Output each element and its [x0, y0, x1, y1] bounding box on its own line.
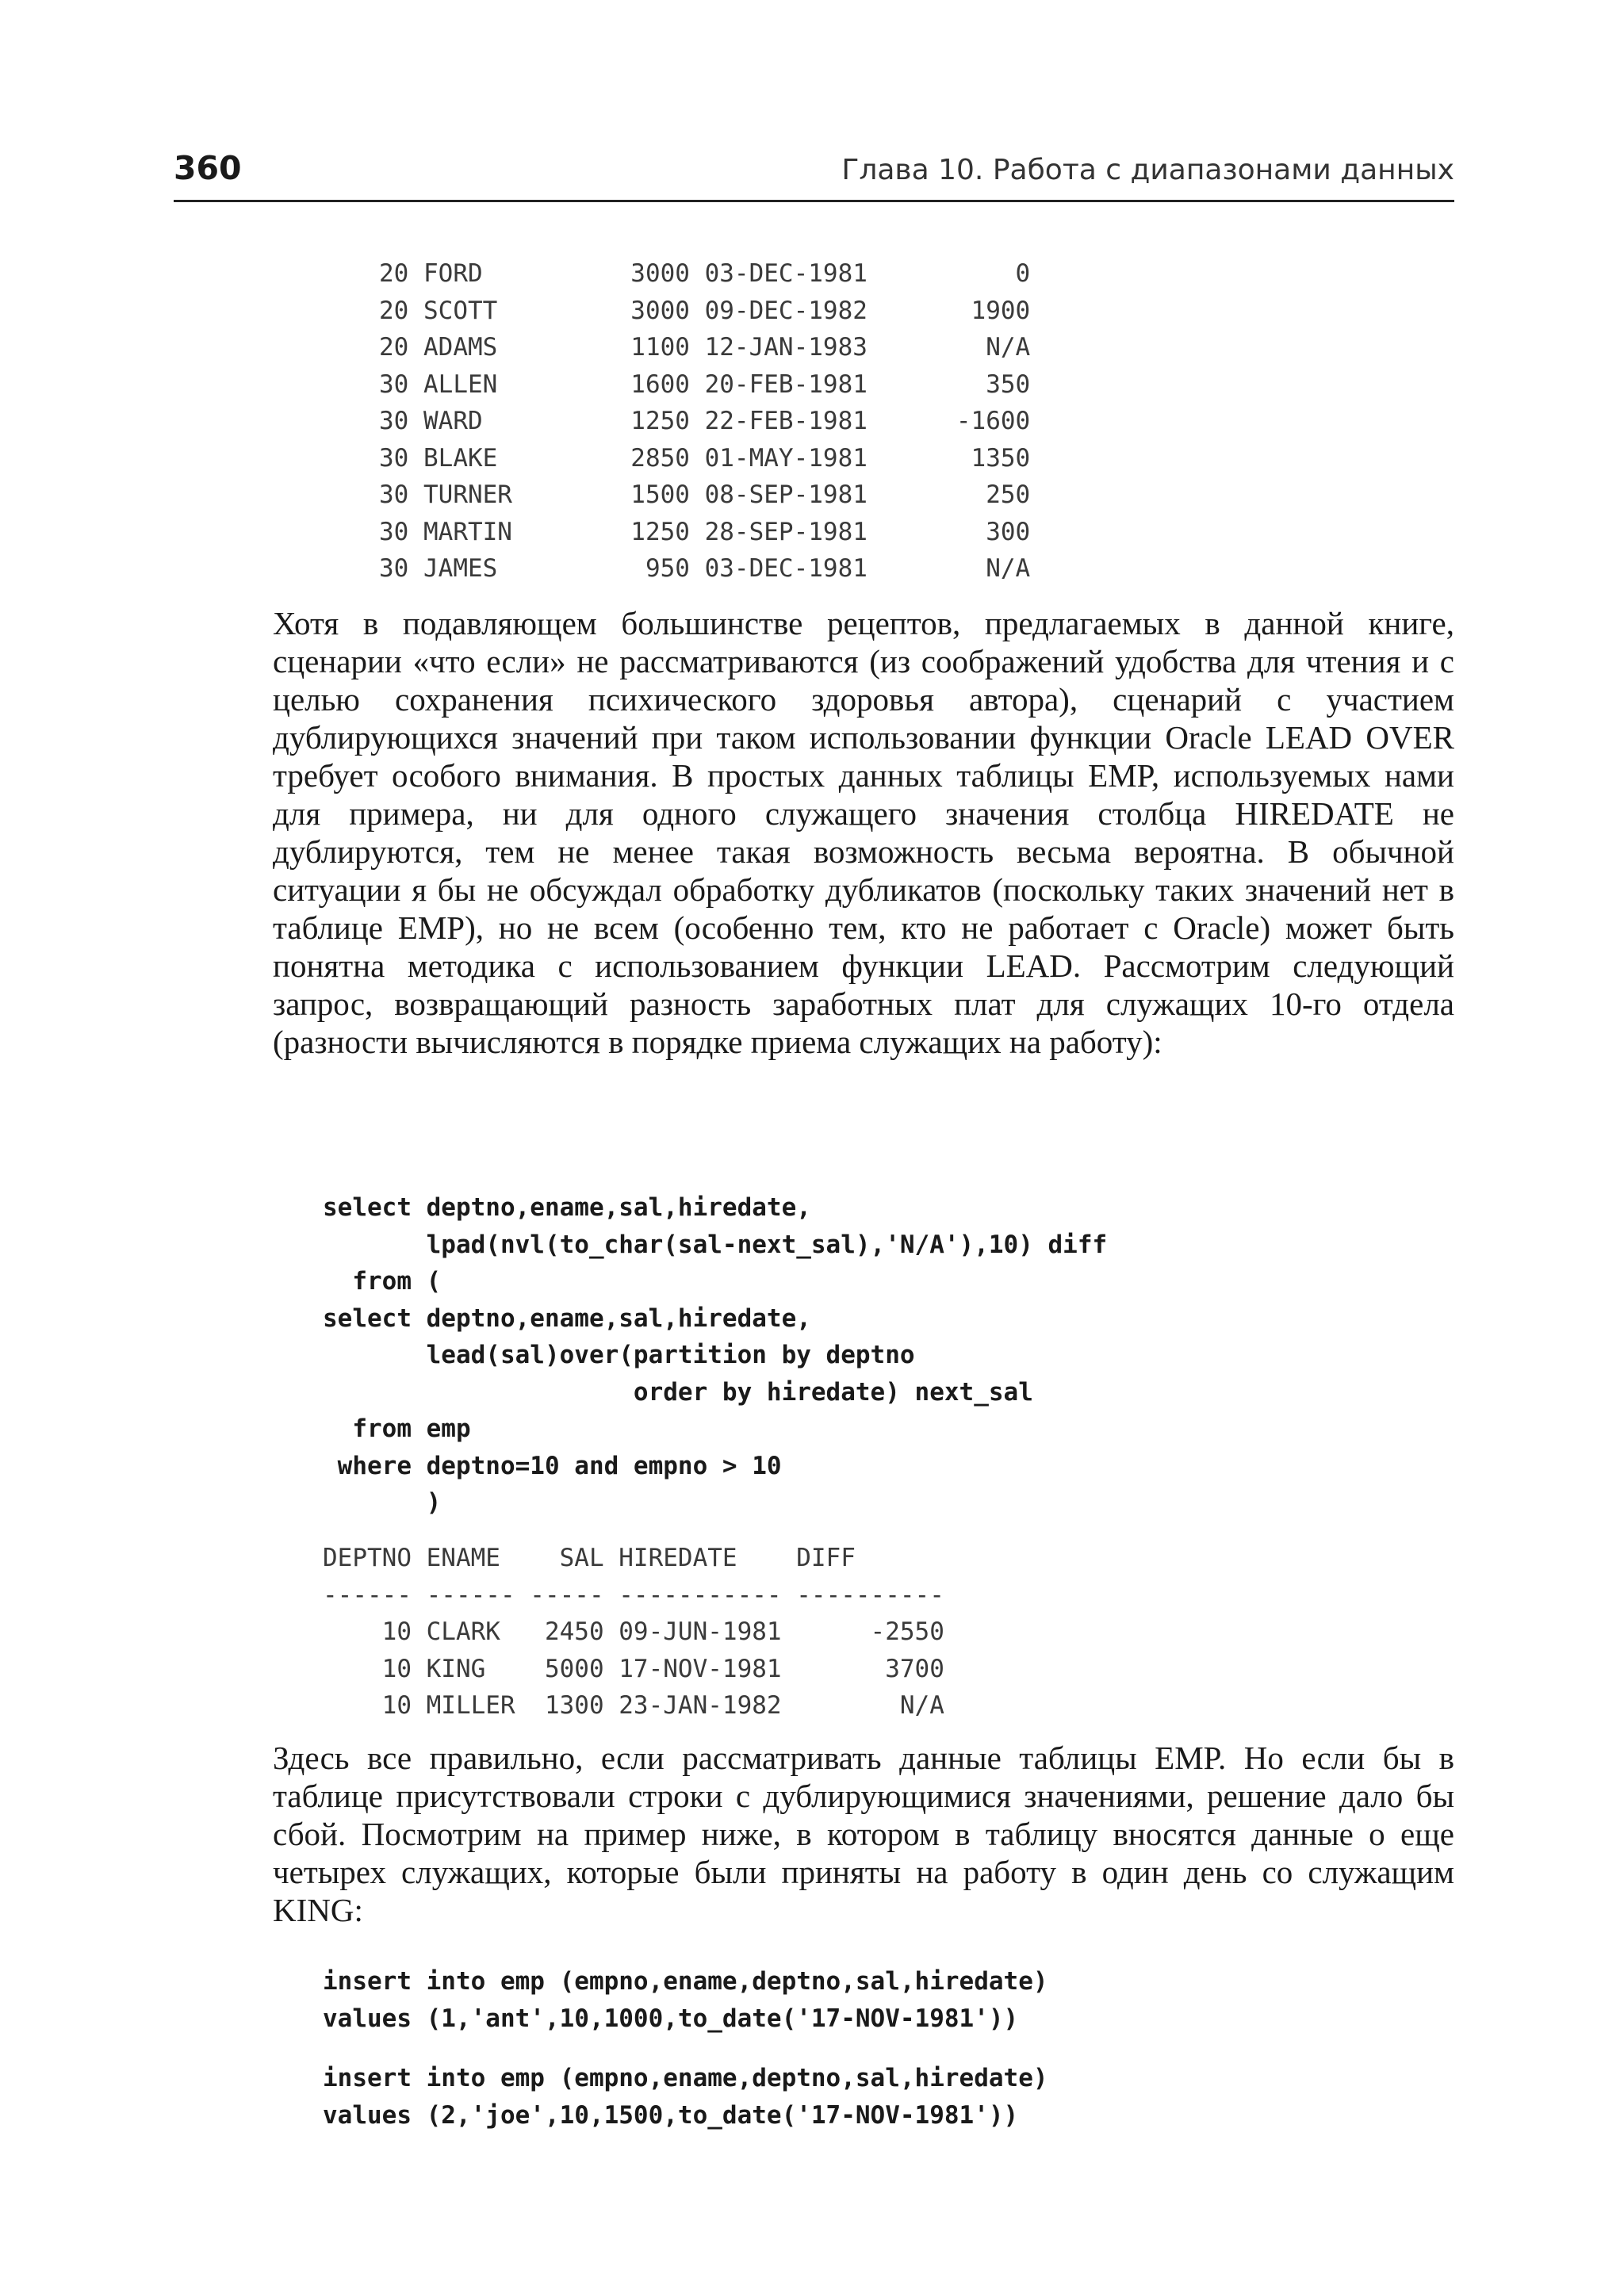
- code-line: from (: [323, 1267, 442, 1296]
- code-line: insert into emp (empno,ename,deptno,sal,hiredate): [323, 1967, 1048, 1996]
- body-paragraph-2: Здесь все правильно, если рассматривать данные таблицы EMP. Но если бы в таблице присутствовали строки с дублирующимися значениями, решение дало бы сбой. Посмотрим на пример ниже, в котором в таблицу вносятся данные о еще четырех служащих, которые были приняты на работу в один день со служащим KING:: [273, 1740, 1454, 1928]
- code-line: values (2,'joe',10,1500,to_date('17-NOV-1981')): [323, 2100, 1019, 2130]
- code-line: lead(sal)over(partition by deptno: [323, 1341, 915, 1369]
- result-line: 30 BLAKE 2850 01-MAY-1981 1350: [379, 443, 1031, 473]
- result-line: 20 FORD 3000 03-DEC-1981 0: [379, 259, 1031, 288]
- result-header-line: DEPTNO ENAME SAL HIREDATE DIFF: [323, 1544, 856, 1572]
- result-table-dept10: [323, 1540, 944, 1725]
- code-line: order by hiredate) next_sal: [323, 1377, 1033, 1407]
- body-paragraph-1: Хотя в подавляющем большинстве рецептов, предлагаемых в данной книге, сценарии «что если» не рассматриваются (из соображений удобства для чтения и с целью сохранения психического здоровья автора), сценарий с участием дублирующихся значений при таком использовании функции Oracle LEAD OVER требует особого внимания. В простых данных таблицы EMP, используемых нами для примера, ни для одного служащего значения столбца HIREDATE не дублируются, тем не менее такая возможность весьма вероятна. В обычной ситуации я бы не обсуждал обработку дубликатов (поскольку таких значений нет в таблице EMP), но не всем (особенно тем, кто не работает с Oracle) может быть понятна методика с использованием функции LEAD. Рассмотрим следующий запрос, возвращающий разность заработных плат для служащих 10-го отдела (разности вычисляются в порядке приема служащих на работу):: [273, 605, 1454, 1060]
- code-line: select deptno,ename,sal,hiredate,: [323, 1303, 811, 1333]
- result-line: 30 TURNER 1500 08-SEP-1981 250: [379, 480, 1031, 509]
- result-line: 10 MILLER 1300 23-JAN-1982 N/A: [323, 1691, 944, 1720]
- code-line: values (1,'ant',10,1000,to_date('17-NOV-1981')): [323, 2004, 1019, 2033]
- result-line: 10 KING 5000 17-NOV-1981 3700: [323, 1654, 944, 1683]
- insert-statement-1: [323, 1963, 1048, 2037]
- code-line: lpad(nvl(to_char(sal-next_sal),'N/A'),10) diff: [323, 1230, 1108, 1259]
- code-line: from emp: [323, 1414, 471, 1443]
- result-table-top: [379, 255, 1030, 588]
- insert-statement-2: [323, 2060, 1048, 2134]
- code-line: select deptno,ename,sal,hiredate,: [323, 1193, 811, 1222]
- page-number: 360: [174, 149, 242, 187]
- result-line: 30 JAMES 950 03-DEC-1981 N/A: [379, 554, 1031, 583]
- result-line: 30 WARD 1250 22-FEB-1981 -1600: [379, 407, 1031, 435]
- result-line: 20 SCOTT 3000 09-DEC-1982 1900: [379, 296, 1031, 325]
- result-line: 30 MARTIN 1250 28-SEP-1981 300: [379, 517, 1031, 546]
- result-line: 10 CLARK 2450 09-JUN-1981 -2550: [323, 1617, 944, 1646]
- page-header: [174, 149, 1454, 202]
- result-line: 20 ADAMS 1100 12-JAN-1983 N/A: [379, 333, 1031, 362]
- code-line: insert into emp (empno,ename,deptno,sal,hiredate): [323, 2064, 1048, 2092]
- code-line: ): [323, 1488, 442, 1517]
- code-line: where deptno=10 and empno > 10: [323, 1451, 782, 1480]
- sql-query-code: [323, 1189, 1107, 1522]
- running-head: Глава 10. Работа с диапазонами данных: [841, 154, 1454, 186]
- result-line: 30 ALLEN 1600 20-FEB-1981 350: [379, 369, 1031, 399]
- result-separator-line: ------ ------ ----- ----------- ----------: [323, 1580, 944, 1610]
